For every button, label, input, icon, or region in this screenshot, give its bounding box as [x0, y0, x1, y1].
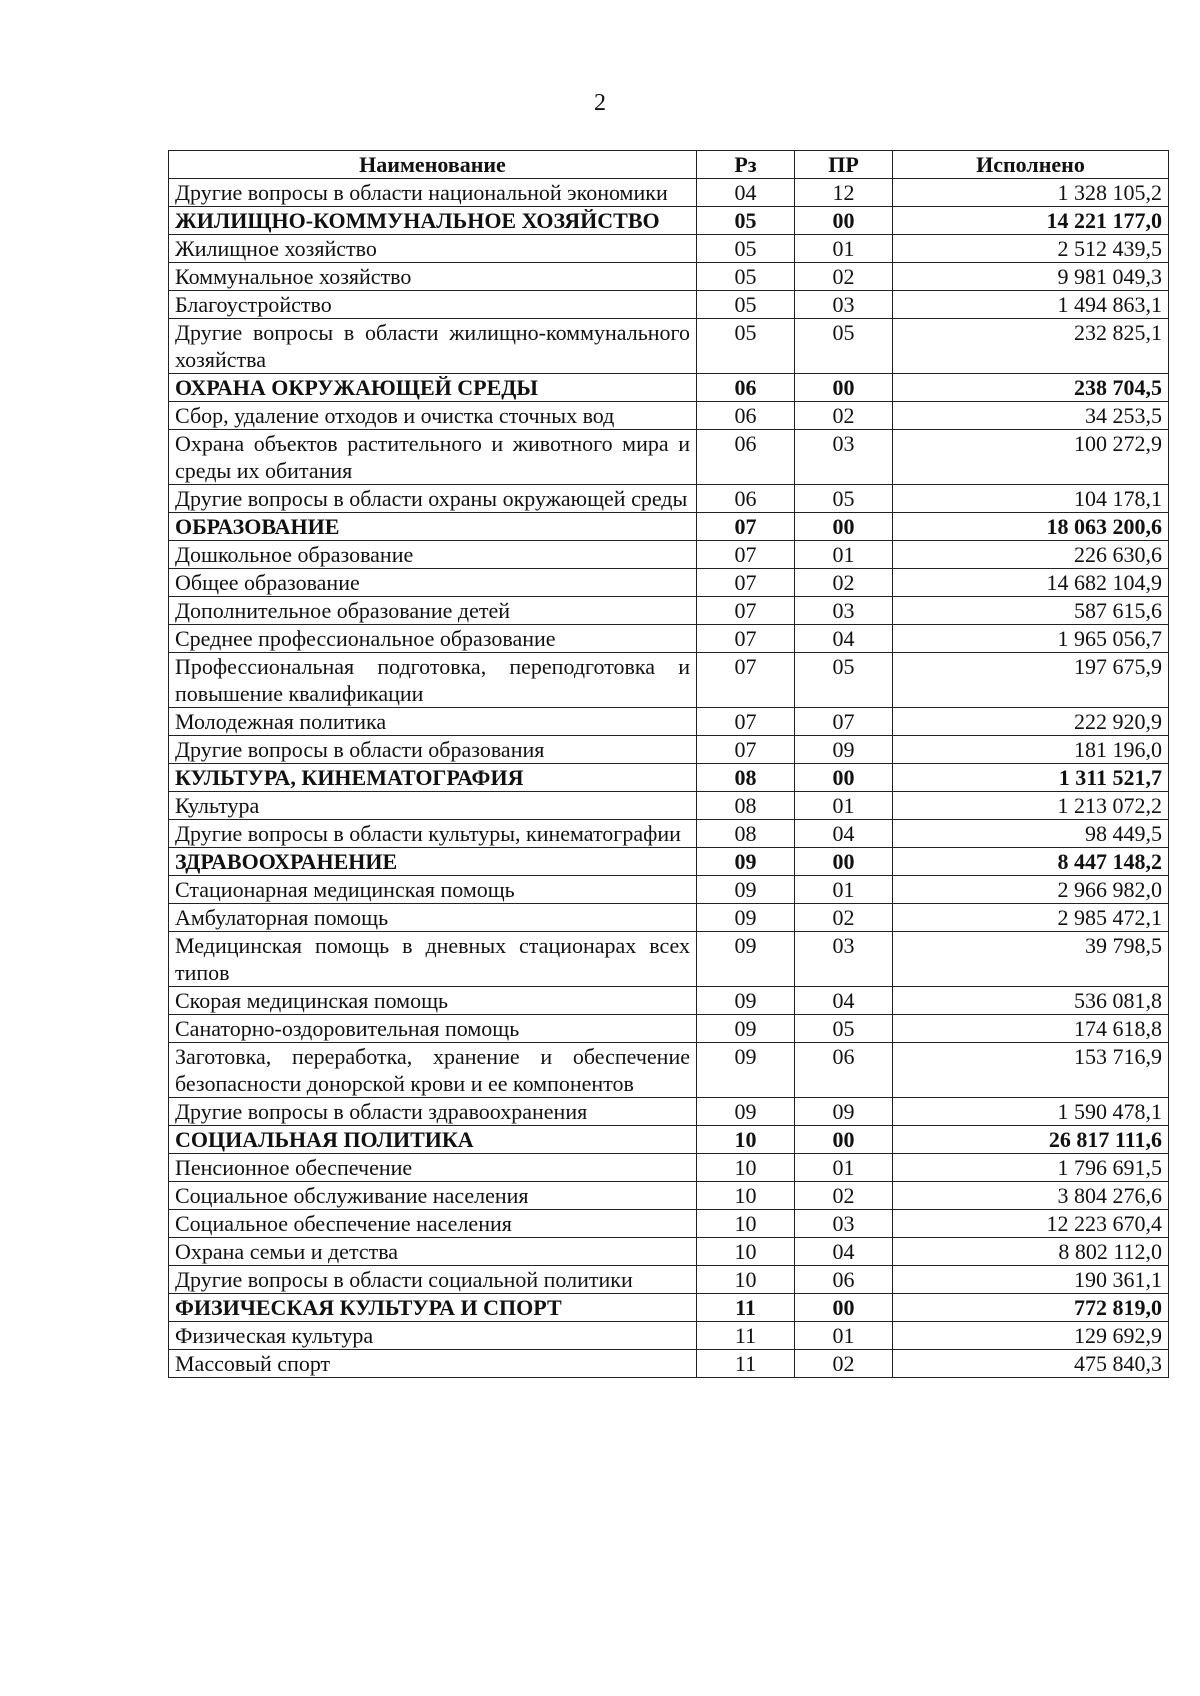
table-row	[169, 932, 1169, 987]
row-pr: 00	[795, 1294, 893, 1322]
row-pr: 01	[795, 541, 893, 569]
row-pr: 04	[795, 625, 893, 653]
table-row	[169, 653, 1169, 708]
row-name: КУЛЬТУРА, КИНЕМАТОГРАФИЯ	[169, 764, 697, 792]
row-executed: 2 985 472,1	[893, 904, 1169, 932]
table-row	[169, 541, 1169, 569]
row-executed: 18 063 200,6	[893, 513, 1169, 541]
row-name: Санаторно-оздоровительная помощь	[169, 1015, 697, 1043]
section-row	[169, 513, 1169, 541]
row-name: Другие вопросы в области национальной экономики	[169, 179, 697, 207]
row-rz: 05	[697, 291, 795, 319]
row-rz: 05	[697, 319, 795, 374]
row-name: Пенсионное обеспечение	[169, 1154, 697, 1182]
row-rz: 10	[697, 1126, 795, 1154]
table-row	[169, 1043, 1169, 1098]
row-pr: 12	[795, 179, 893, 207]
row-executed: 1 965 056,7	[893, 625, 1169, 653]
row-executed: 536 081,8	[893, 987, 1169, 1015]
row-name: Коммунальное хозяйство	[169, 263, 697, 291]
budget-execution-table	[168, 150, 1169, 1378]
table-row	[169, 263, 1169, 291]
row-pr: 04	[795, 820, 893, 848]
row-executed: 129 692,9	[893, 1322, 1169, 1350]
row-name: Другие вопросы в области культуры, кинематографии	[169, 820, 697, 848]
row-pr: 02	[795, 402, 893, 430]
row-name: Молодежная политика	[169, 708, 697, 736]
row-rz: 10	[697, 1154, 795, 1182]
row-name: ЗДРАВООХРАНЕНИЕ	[169, 848, 697, 876]
row-name: ФИЗИЧЕСКАЯ КУЛЬТУРА И СПОРТ	[169, 1294, 697, 1322]
row-rz: 09	[697, 904, 795, 932]
row-name: Другие вопросы в области образования	[169, 736, 697, 764]
row-pr: 00	[795, 513, 893, 541]
table-row	[169, 291, 1169, 319]
row-executed: 174 618,8	[893, 1015, 1169, 1043]
row-rz: 11	[697, 1294, 795, 1322]
row-rz: 11	[697, 1350, 795, 1378]
row-executed: 1 796 691,5	[893, 1154, 1169, 1182]
row-rz: 07	[697, 625, 795, 653]
row-pr: 04	[795, 987, 893, 1015]
row-pr: 03	[795, 430, 893, 485]
row-pr: 09	[795, 1098, 893, 1126]
row-pr: 03	[795, 291, 893, 319]
row-pr: 00	[795, 764, 893, 792]
table-row	[169, 1322, 1169, 1350]
row-name: Дополнительное образование детей	[169, 597, 697, 625]
row-name: Среднее профессиональное образование	[169, 625, 697, 653]
table-row	[169, 987, 1169, 1015]
row-rz: 09	[697, 987, 795, 1015]
row-name: Другие вопросы в области жилищно-коммунального хозяйства	[169, 319, 697, 374]
section-row	[169, 1126, 1169, 1154]
row-executed: 475 840,3	[893, 1350, 1169, 1378]
row-executed: 98 449,5	[893, 820, 1169, 848]
row-executed: 238 704,5	[893, 374, 1169, 402]
row-executed: 1 328 105,2	[893, 179, 1169, 207]
table-row	[169, 1098, 1169, 1126]
header-pr: ПР	[795, 151, 893, 179]
row-pr: 05	[795, 319, 893, 374]
row-executed: 153 716,9	[893, 1043, 1169, 1098]
page-number: 2	[594, 90, 606, 116]
row-name: Охрана объектов растительного и животного мира и среды их обитания	[169, 430, 697, 485]
row-name: Благоустройство	[169, 291, 697, 319]
row-pr: 04	[795, 1238, 893, 1266]
row-pr: 06	[795, 1043, 893, 1098]
row-executed: 190 361,1	[893, 1266, 1169, 1294]
row-pr: 07	[795, 708, 893, 736]
table-row	[169, 904, 1169, 932]
row-pr: 01	[795, 1154, 893, 1182]
row-pr: 05	[795, 485, 893, 513]
row-name: ЖИЛИЩНО-КОММУНАЛЬНОЕ ХОЗЯЙСТВО	[169, 207, 697, 235]
row-name: Другие вопросы в области социальной политики	[169, 1266, 697, 1294]
row-rz: 06	[697, 430, 795, 485]
row-pr: 03	[795, 1210, 893, 1238]
section-row	[169, 848, 1169, 876]
table-header-row	[169, 151, 1169, 179]
row-pr: 06	[795, 1266, 893, 1294]
row-rz: 11	[697, 1322, 795, 1350]
row-rz: 06	[697, 485, 795, 513]
table-row	[169, 736, 1169, 764]
table-row	[169, 1210, 1169, 1238]
row-name: Жилищное хозяйство	[169, 235, 697, 263]
row-executed: 181 196,0	[893, 736, 1169, 764]
table-row	[169, 1266, 1169, 1294]
row-name: Культура	[169, 792, 697, 820]
row-executed: 222 920,9	[893, 708, 1169, 736]
row-executed: 1 494 863,1	[893, 291, 1169, 319]
row-pr: 02	[795, 1182, 893, 1210]
row-executed: 14 221 177,0	[893, 207, 1169, 235]
table-row	[169, 1182, 1169, 1210]
row-pr: 05	[795, 653, 893, 708]
row-rz: 10	[697, 1210, 795, 1238]
row-executed: 1 311 521,7	[893, 764, 1169, 792]
row-name: Социальное обслуживание населения	[169, 1182, 697, 1210]
row-rz: 10	[697, 1238, 795, 1266]
table-row	[169, 319, 1169, 374]
table-row	[169, 430, 1169, 485]
row-name: Медицинская помощь в дневных стационарах всех типов	[169, 932, 697, 987]
row-pr: 01	[795, 235, 893, 263]
row-rz: 07	[697, 541, 795, 569]
row-pr: 02	[795, 904, 893, 932]
row-rz: 04	[697, 179, 795, 207]
table-row	[169, 820, 1169, 848]
row-name: ОХРАНА ОКРУЖАЮЩЕЙ СРЕДЫ	[169, 374, 697, 402]
row-rz: 08	[697, 792, 795, 820]
row-name: ОБРАЗОВАНИЕ	[169, 513, 697, 541]
row-rz: 07	[697, 653, 795, 708]
row-rz: 09	[697, 1015, 795, 1043]
row-name: Заготовка, переработка, хранение и обеспечение безопасности донорской крови и ее компонентов	[169, 1043, 697, 1098]
row-rz: 05	[697, 263, 795, 291]
row-rz: 10	[697, 1182, 795, 1210]
row-rz: 09	[697, 932, 795, 987]
row-name: Стационарная медицинская помощь	[169, 876, 697, 904]
row-executed: 39 798,5	[893, 932, 1169, 987]
header-rz: Рз	[697, 151, 795, 179]
table-row	[169, 1154, 1169, 1182]
row-executed: 2 512 439,5	[893, 235, 1169, 263]
row-executed: 14 682 104,9	[893, 569, 1169, 597]
table-row	[169, 597, 1169, 625]
row-pr: 01	[795, 876, 893, 904]
table-row	[169, 625, 1169, 653]
row-name: Социальное обеспечение населения	[169, 1210, 697, 1238]
section-row	[169, 207, 1169, 235]
row-rz: 09	[697, 848, 795, 876]
table-row	[169, 485, 1169, 513]
table-row	[169, 569, 1169, 597]
row-executed: 12 223 670,4	[893, 1210, 1169, 1238]
row-name: Дошкольное образование	[169, 541, 697, 569]
table-row	[169, 402, 1169, 430]
row-name: Другие вопросы в области охраны окружающей среды	[169, 485, 697, 513]
row-pr: 02	[795, 263, 893, 291]
row-rz: 09	[697, 1043, 795, 1098]
row-executed: 34 253,5	[893, 402, 1169, 430]
row-executed: 1 213 072,2	[893, 792, 1169, 820]
row-executed: 772 819,0	[893, 1294, 1169, 1322]
row-name: Другие вопросы в области здравоохранения	[169, 1098, 697, 1126]
row-rz: 07	[697, 736, 795, 764]
row-name: Скорая медицинская помощь	[169, 987, 697, 1015]
row-rz: 06	[697, 402, 795, 430]
row-executed: 26 817 111,6	[893, 1126, 1169, 1154]
row-name: Сбор, удаление отходов и очистка сточных вод	[169, 402, 697, 430]
row-pr: 00	[795, 848, 893, 876]
row-pr: 02	[795, 569, 893, 597]
row-pr: 01	[795, 1322, 893, 1350]
table-row	[169, 1238, 1169, 1266]
table-row	[169, 179, 1169, 207]
row-rz: 07	[697, 513, 795, 541]
table-row	[169, 708, 1169, 736]
row-pr: 05	[795, 1015, 893, 1043]
row-rz: 06	[697, 374, 795, 402]
row-executed: 3 804 276,6	[893, 1182, 1169, 1210]
row-pr: 00	[795, 207, 893, 235]
row-rz: 08	[697, 764, 795, 792]
header-executed: Исполнено	[893, 151, 1169, 179]
row-name: Охрана семьи и детства	[169, 1238, 697, 1266]
section-row	[169, 374, 1169, 402]
row-rz: 05	[697, 235, 795, 263]
row-executed: 1 590 478,1	[893, 1098, 1169, 1126]
row-name: Амбулаторная помощь	[169, 904, 697, 932]
row-executed: 226 630,6	[893, 541, 1169, 569]
row-executed: 197 675,9	[893, 653, 1169, 708]
row-executed: 587 615,6	[893, 597, 1169, 625]
section-row	[169, 1294, 1169, 1322]
row-pr: 03	[795, 597, 893, 625]
row-pr: 01	[795, 792, 893, 820]
table-row	[169, 792, 1169, 820]
row-name: Физическая культура	[169, 1322, 697, 1350]
row-executed: 2 966 982,0	[893, 876, 1169, 904]
row-name: СОЦИАЛЬНАЯ ПОЛИТИКА	[169, 1126, 697, 1154]
row-pr: 09	[795, 736, 893, 764]
row-pr: 03	[795, 932, 893, 987]
row-executed: 9 981 049,3	[893, 263, 1169, 291]
row-executed: 232 825,1	[893, 319, 1169, 374]
row-name: Общее образование	[169, 569, 697, 597]
table-row	[169, 876, 1169, 904]
row-executed: 8 802 112,0	[893, 1238, 1169, 1266]
table-row	[169, 1015, 1169, 1043]
row-rz: 07	[697, 597, 795, 625]
table-row	[169, 235, 1169, 263]
row-rz: 07	[697, 708, 795, 736]
row-executed: 8 447 148,2	[893, 848, 1169, 876]
row-rz: 10	[697, 1266, 795, 1294]
row-pr: 00	[795, 1126, 893, 1154]
header-name: Наименование	[169, 151, 697, 179]
row-pr: 00	[795, 374, 893, 402]
row-rz: 05	[697, 207, 795, 235]
row-name: Массовый спорт	[169, 1350, 697, 1378]
table-row	[169, 1350, 1169, 1378]
section-row	[169, 764, 1169, 792]
row-pr: 02	[795, 1350, 893, 1378]
row-rz: 07	[697, 569, 795, 597]
table-body	[169, 179, 1169, 1378]
row-rz: 09	[697, 1098, 795, 1126]
row-name: Профессиональная подготовка, переподготовка и повышение квалификации	[169, 653, 697, 708]
row-executed: 104 178,1	[893, 485, 1169, 513]
row-executed: 100 272,9	[893, 430, 1169, 485]
row-rz: 08	[697, 820, 795, 848]
row-rz: 09	[697, 876, 795, 904]
